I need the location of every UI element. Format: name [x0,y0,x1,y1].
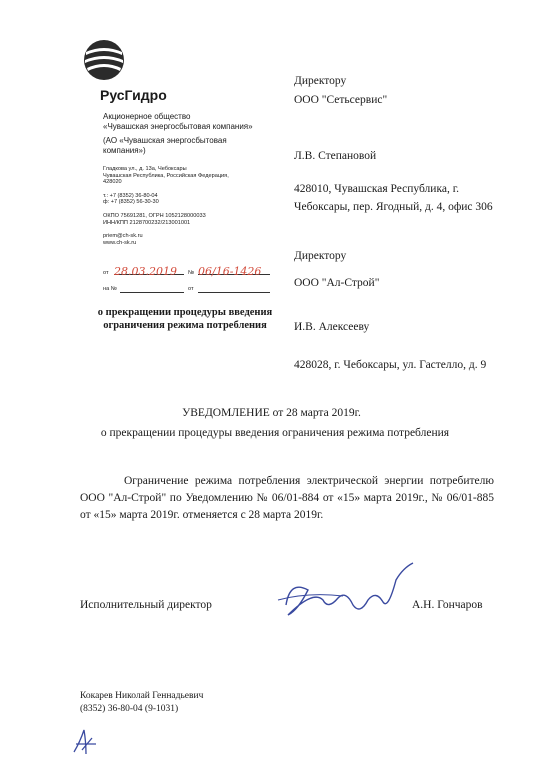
reg-number: 06/16-1426 [198,265,262,278]
reg-ref-number-field [120,280,184,293]
sender-org-short1: (АО «Чувашская энергосбытовая [103,136,227,145]
executor-block [80,690,203,716]
reg-ref-from-label: от [188,286,194,292]
reg-number-label: № [188,270,195,276]
logo-company-name: РусГидро [100,87,167,103]
sender-site: www.ch-sk.ru [103,239,137,246]
sender-address1: Гладкова ул., д. 13а, Чебоксары [103,166,187,172]
sender-fax: ф: +7 (8352) 56-30-30 [103,199,159,206]
sender-details [103,166,303,246]
initials-scribble-icon [70,722,100,758]
notice-title-date: от 28 марта 2019г. [269,407,361,419]
executor-name: Кокарев Николай Геннадьевич [80,691,204,701]
sender-phone: т.: +7 (8352) 36-80-04 [103,192,158,199]
reg-ref-date-field [198,280,270,293]
recipient-2-person: И.В. Алексееву [294,321,370,333]
reg-from-label: от [103,270,109,276]
recipient-1-position: Директору [294,75,347,87]
reg-date-field [114,262,184,278]
recipient-1-address: 428010, Чувашская Республика, г. Чебоксары, пер. Ягодный, д. 4, офис 306 [294,183,493,213]
rushydro-logo-icon [82,38,126,82]
signature-scribble-icon [268,560,418,630]
notice-title: УВЕДОМЛЕНИЕ [182,407,270,419]
sender-org [103,112,303,155]
notice-paragraph: Ограничение режима потребления электрической энергии потребителю ООО "Ал-Строй" по Уведомлению № 06/01-884 от «15» марта 2019г., № 06/01-885 от «15» марта 2019г. отменяется с 28 марта 2019г. [80,475,494,521]
subject-line1: о прекращении процедуры введения [97,307,273,318]
executor-phone: (8352) 36-80-04 (9-1031) [80,704,179,714]
company-logo [82,38,126,82]
notice-title-line [0,407,543,419]
recipient-2-address: 428028, г. Чебоксары, ул. Гастелло, д. 9 [294,359,487,371]
signature-position: Исполнительный директор [80,599,212,611]
sender-org-short2: компания») [103,145,146,155]
recipient-2-org: ООО "Ал-Строй" [294,277,380,289]
initials-mark [70,722,100,758]
signature-name: А.Н. Гончаров [412,599,483,611]
recipient-2-position: Директору [294,250,347,262]
reg-ref-label: на № [103,286,117,292]
sender-okpo: ОКПО 75691281, ОГРН 1052128000033 [103,212,206,219]
subject [90,306,280,332]
reg-date: 28.03.2019 [114,265,177,278]
sender-address3: 428020 [103,179,122,186]
subject-line2: ограничения режима потребления [103,320,267,331]
sender-org-line2: «Чувашская энергосбытовая компания» [103,121,253,131]
sender-email: priem@ch-sk.ru [103,233,143,240]
handwritten-signature [268,560,418,630]
notice-subtitle: о прекращении процедуры введения ограничения режима потребления [100,427,450,439]
sender-inn: ИНН/КПП 2128700232/213001001 [103,219,191,226]
recipient-1-org: ООО "Сетьсервис" [294,94,388,106]
reg-number-field [198,262,270,278]
recipient-1-person: Л.В. Степановой [294,150,377,162]
sender-address2: Чувашская Республика, Российская Федерация, [103,172,229,179]
sender-org-line1: Акционерное общество [103,112,191,121]
